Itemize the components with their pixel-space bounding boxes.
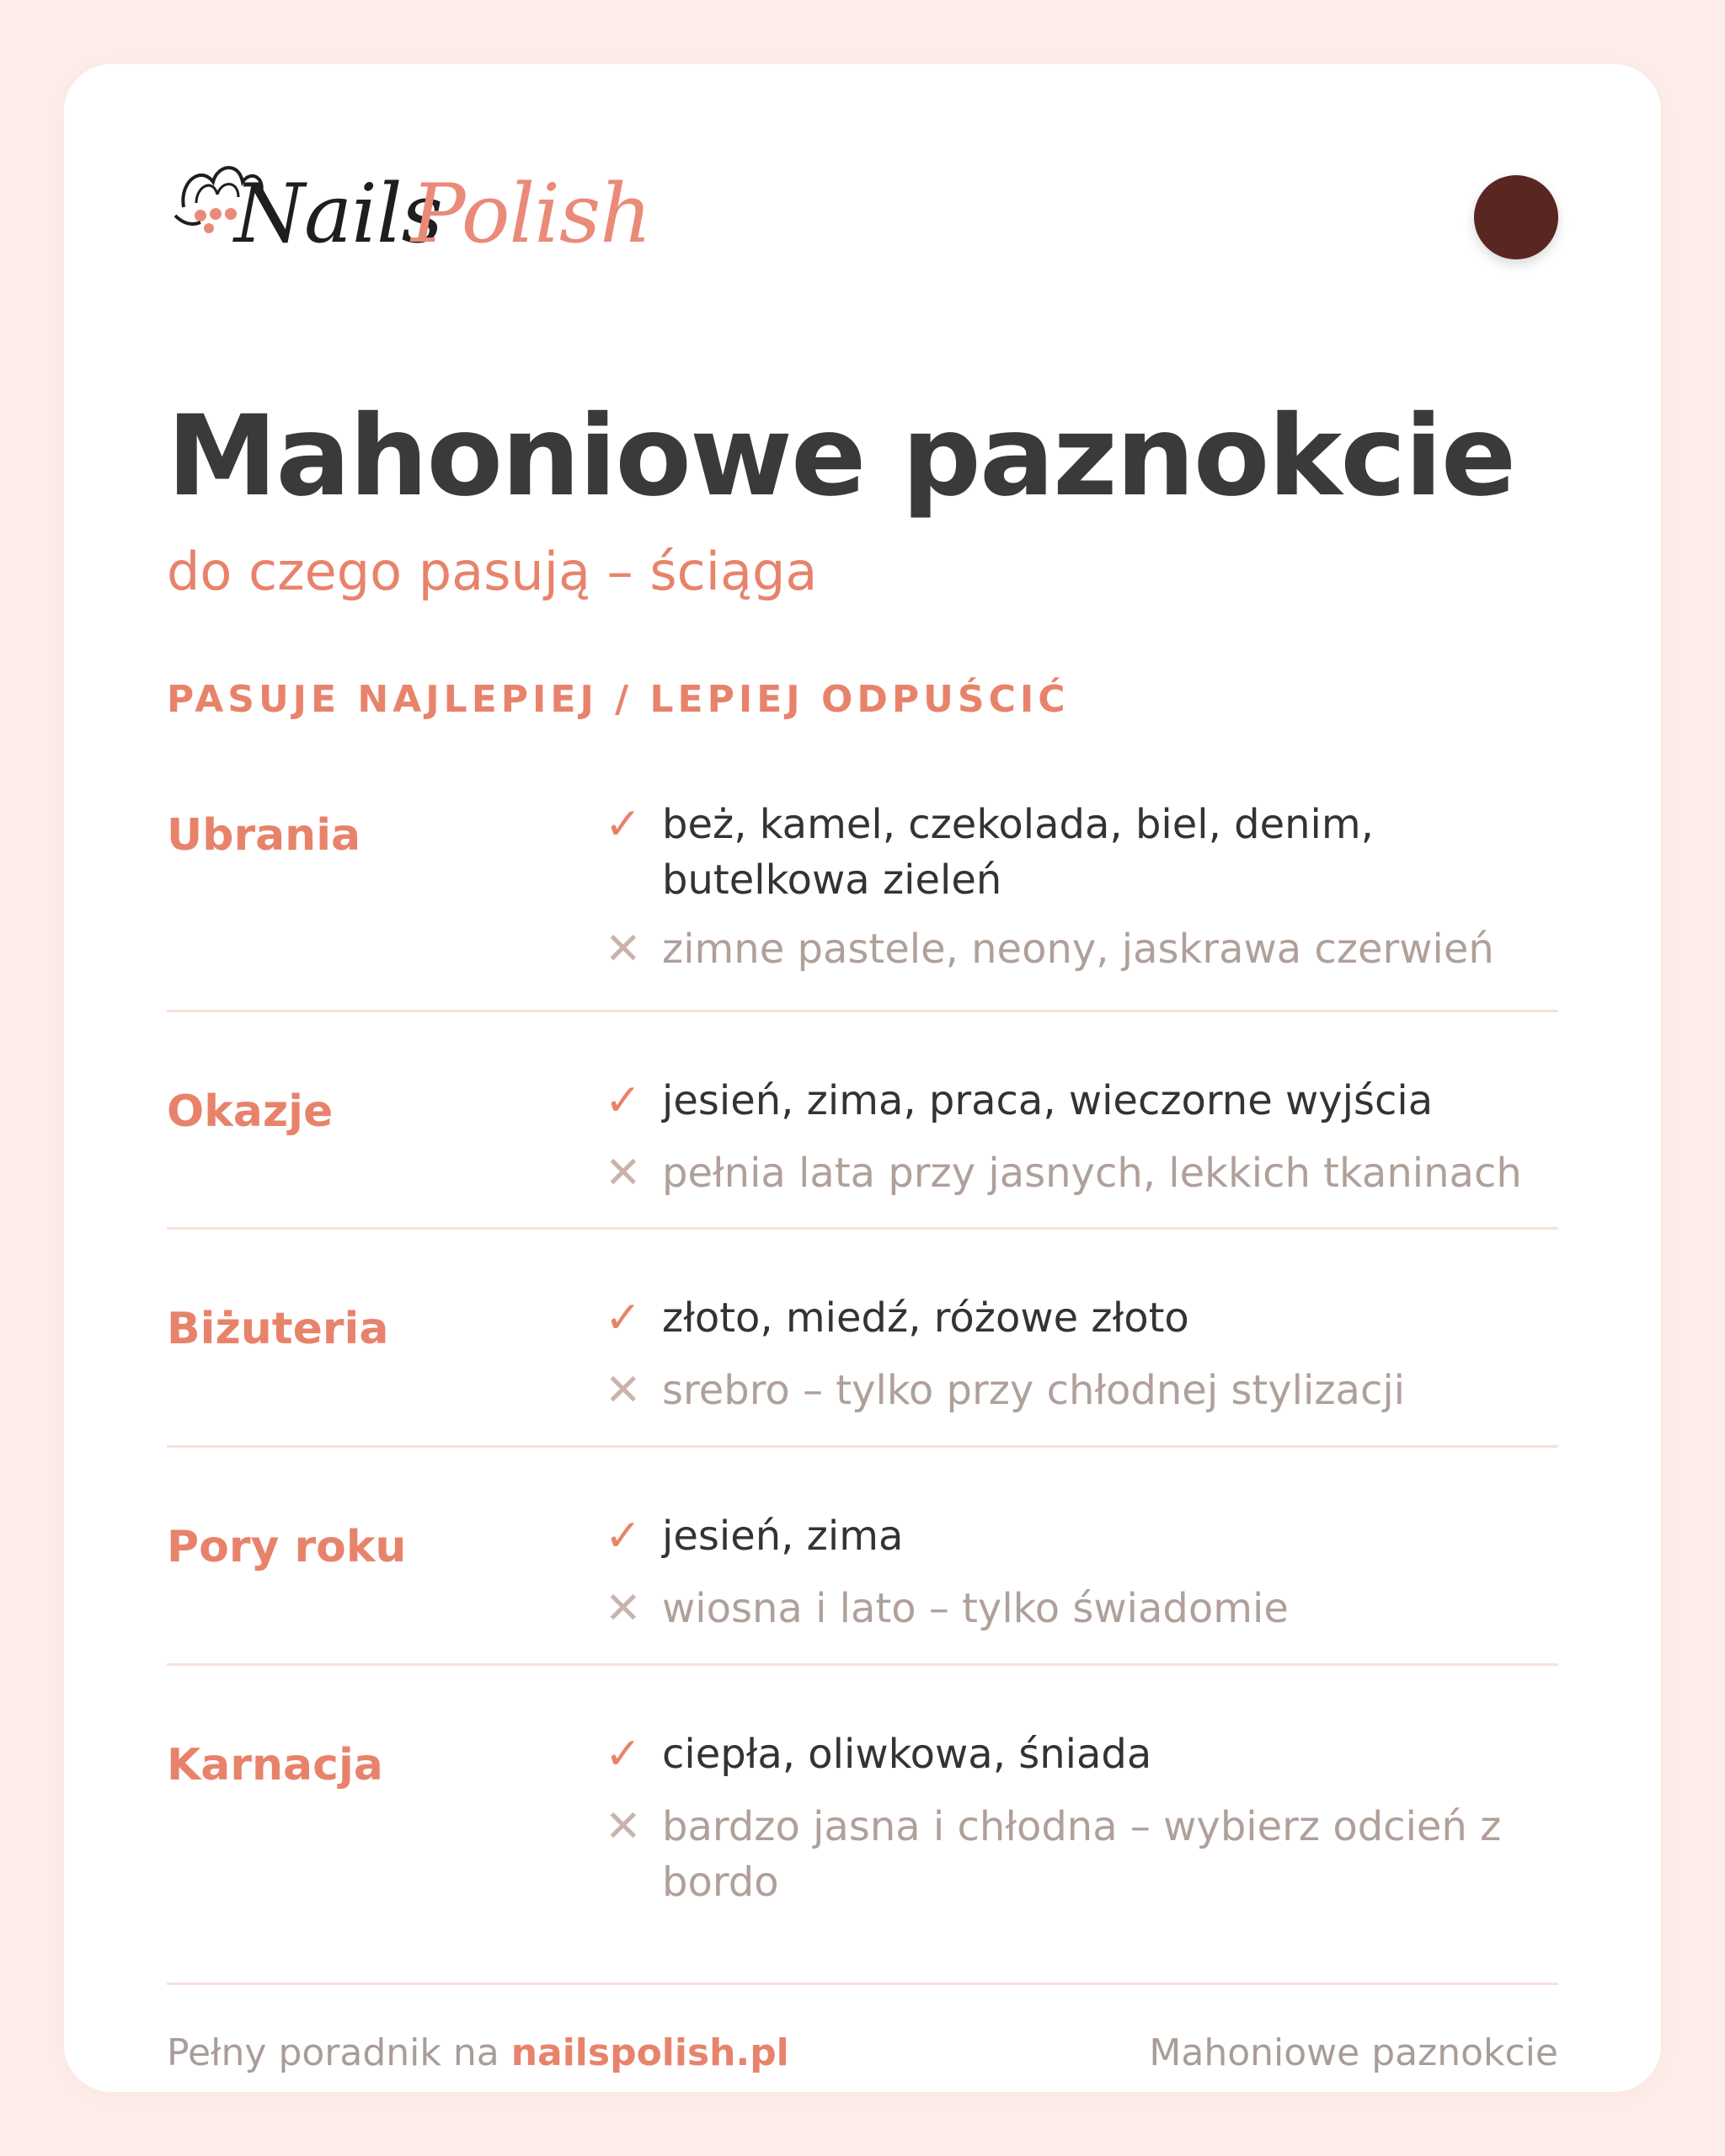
check-icon: ✓ [605,1075,642,1126]
check-icon: ✓ [605,799,642,850]
cross-icon: ✕ [605,924,642,974]
row-yes-text: jesień, zima, praca, wieczorne wyjścia [662,1077,1434,1124]
table-row [167,1666,1558,1985]
row-no-text: zimne pastele, neony, jaskrawa czerwień [662,926,1494,973]
cross-icon: ✕ [605,1148,642,1198]
card-content [167,64,1558,2092]
row-category: Biżuteria [167,1304,389,1354]
cross-icon: ✕ [605,1365,642,1416]
footer-link[interactable]: nailspolish.pl [510,2031,789,2074]
row-category: Karnacja [167,1740,383,1790]
pairing-table [167,788,1558,1985]
section-label: PASUJE NAJLEPIEJ / LEPIEJ ODPUŚCIĆ [167,678,1070,721]
card [64,64,1661,2092]
footer-prefix: Pełny poradnik na [167,2031,511,2074]
table-row [167,788,1558,1012]
page-title: Mahoniowe paznokcie [167,392,1515,521]
row-yes-text: jesień, zima [662,1513,904,1560]
logo-text-polish: Polish [411,167,651,261]
row-no-text: wiosna i lato – tylko świadomie [662,1585,1289,1632]
logo [167,157,706,266]
page-subtitle: do czego pasują – ściąga [167,541,818,602]
row-category: Ubrania [167,810,361,861]
footer-source [167,2031,789,2074]
row-yes-text: beż, kamel, czekolada, biel, denim, butelkowa zieleń [662,801,1374,904]
row-category: Pory roku [167,1522,407,1572]
cross-icon: ✕ [605,1583,642,1634]
row-no-text: bardzo jasna i chłodna – wybierz odcień z bordo [662,1803,1502,1906]
row-no-text: srebro – tylko przy chłodnej stylizacji [662,1367,1405,1414]
footer-title: Mahoniowe paznokcie [1149,2031,1558,2074]
table-row [167,1448,1558,1666]
row-category: Okazje [167,1086,334,1137]
logo-text-nails: Nails [234,167,442,261]
cross-icon: ✕ [605,1801,642,1852]
check-icon: ✓ [605,1511,642,1561]
row-no-text: pełnia lata przy jasnych, lekkich tkaninach [662,1150,1522,1197]
row-yes-text: złoto, miedź, różowe złoto [662,1294,1189,1342]
check-icon: ✓ [605,1293,642,1343]
table-row [167,1012,1558,1230]
check-icon: ✓ [605,1729,642,1780]
row-yes-text: ciepła, oliwkowa, śniada [662,1731,1152,1778]
color-swatch [1474,175,1558,259]
table-row [167,1230,1558,1448]
